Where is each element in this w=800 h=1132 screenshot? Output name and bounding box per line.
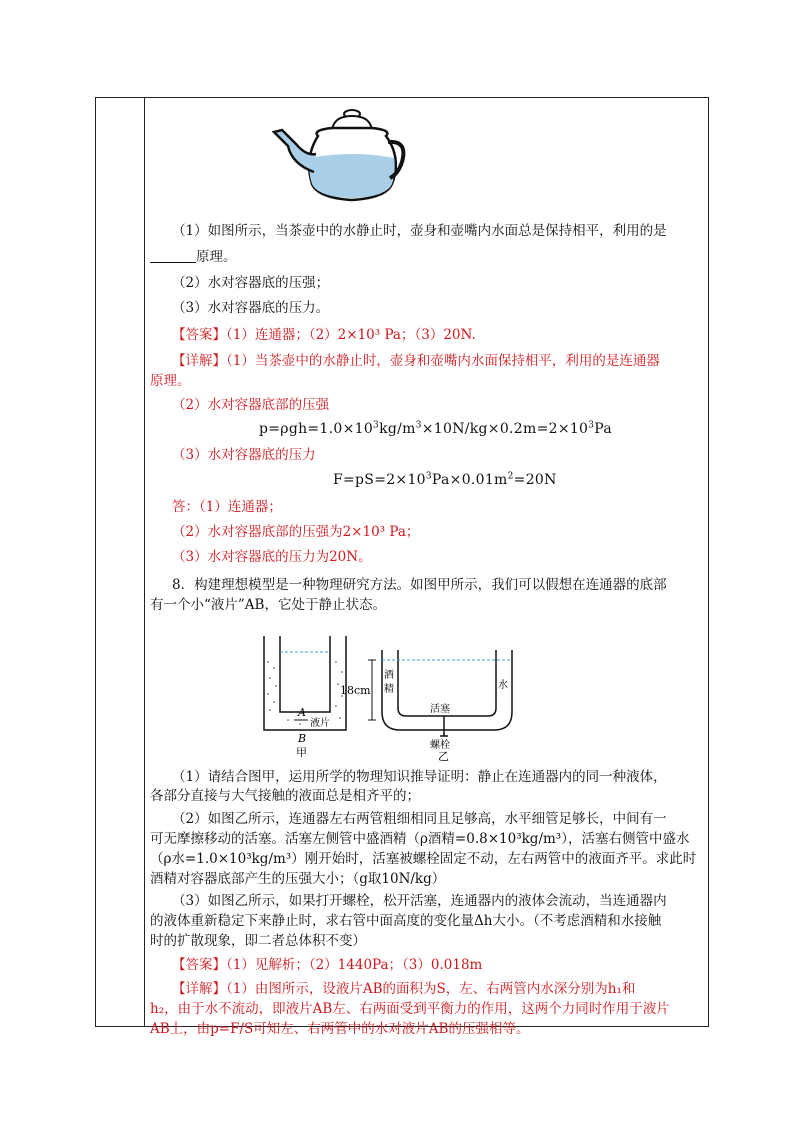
q7-part1-tail: 原理。 (196, 249, 237, 265)
q8-part2-line2: 可无摩擦移动的活塞。活塞左侧管中盛酒精（ρ酒精=0.8×10³kg/m³），活塞右侧管中盛水 (150, 831, 690, 847)
q8-part1-line1: （1）请结合图甲，运用所学的物理知识推导证明：静止在连通器内的同一种液体， (172, 769, 667, 785)
yi-label-shui: 水 (498, 680, 508, 691)
detail-label: 【详解】 (172, 353, 226, 369)
eq-part: ×10N/kg×0.2m=2×10 (421, 421, 589, 437)
q7-part1-line1 (172, 220, 667, 242)
yi-label-huosai: 活塞 (430, 704, 450, 715)
teapot-spout (274, 130, 316, 172)
detail-text: （1）当茶壶中的水静止时，壶身和壶嘴内水面保持相平，利用的是连通器 (226, 353, 660, 369)
jia-label-yepian: 液片 (310, 718, 330, 729)
yi-label-jiujing-1: 酒 (384, 670, 394, 681)
q7-conclusion-2: （2）水对容器底部的压强为2×10³ Pa； (172, 524, 420, 540)
q7-conclusion-1: 答：（1）连通器； (172, 499, 282, 515)
q8-part2-line1: （2）如图乙所示，连通器左右两管粗细相同且足够高，水平细管足够长，中间有一 (172, 811, 667, 827)
q8-part1-line2: 各部分直接与大气接触的液面总是相齐平的； (150, 788, 420, 804)
q7-part1-line2 (150, 246, 237, 268)
eq-part: kg/m (379, 421, 416, 437)
q8-part3-line2: 的液体重新稳定下来静止时，求右管中面高度的变化量Δh大小。（不考虑酒精和水接触 (150, 913, 662, 929)
eq-sup: 3 (415, 420, 422, 431)
eq-part: Pa×0.01m (431, 472, 508, 488)
q7-detail-line1 (172, 350, 660, 372)
answer-label: 【答案】 (172, 327, 226, 343)
q7-detail-3: （3）水对容器底的压力 (172, 447, 316, 463)
yi-label-yi: 乙 (438, 750, 449, 762)
q8-detail-line1 (172, 978, 635, 1000)
yi-outer-wall (382, 650, 512, 730)
eq-sup: 3 (373, 420, 380, 431)
q8-part2-line3: （ρ水=1.0×10³kg/m³）刚开始时，活塞被螺栓固定不动，左右两管中的液面齐平。求此时 (150, 851, 697, 867)
figure-yi (340, 640, 522, 762)
eq-part: p=ρgh=1.0×10 (259, 421, 374, 437)
q7-detail-2: （2）水对容器底部的压强 (172, 397, 330, 413)
q7-detail-line2: 原理。 (150, 373, 191, 389)
fill-blank (150, 248, 196, 263)
q8-detail-line2: h₂，由于水不流动，即液片AB左、右两面受到平衡力的作用，这两个力同时作用于液片 (150, 1001, 670, 1017)
teapot-illustration (262, 106, 406, 204)
q8-intro-line1: 8．构建理想模型是一种物理研究方法。如图甲所示，我们可以假想在连通器的底部 (172, 577, 667, 593)
column-divider (144, 98, 145, 1026)
eq-part: Pa (594, 421, 613, 437)
q7-part2: （2）水对容器底的压强； (172, 275, 330, 291)
q8-intro-line2: 有一个小“液片”AB，它处于静止状态。 (150, 597, 386, 613)
jia-label-b: B (298, 732, 307, 745)
q8-part2-line4: 酒精对容器底部产生的压强大小；（g取10N/kg） (150, 871, 446, 887)
eq-sup: 3 (588, 420, 595, 431)
q8-part3-line3: 时的扩散现象，即二者总体积不变） (150, 933, 366, 949)
q7-conclusion-3: （3）水对容器底的压力为20N。 (172, 549, 372, 565)
jia-label-jia: 甲 (296, 746, 307, 758)
yi-label-luoshuan: 螺栓 (430, 740, 450, 751)
q8-answer (172, 954, 482, 976)
detail-text: （1）由图所示，设液片AB的面积为S，左、右两管内水深分别为h₁和 (226, 981, 636, 997)
q7-part3: （3）水对容器底的压力。 (172, 300, 330, 316)
teapot-water (309, 154, 394, 198)
detail-label: 【详解】 (172, 981, 226, 997)
q7-answer (172, 324, 476, 346)
yi-label-jiujing-2: 精 (384, 684, 394, 695)
eq-part: F=pS=2×10 (333, 472, 426, 488)
q7-part1-text: （1）如图所示，当茶壶中的水静止时，壶身和壶嘴内水面总是保持相平，利用的是 (172, 223, 667, 239)
eq-sup: 3 (425, 471, 432, 482)
q8-detail-line3: AB上，由p=F/S可知左、右两管中的水对液片AB的压强相等。 (150, 1021, 530, 1037)
answer-text: （1）见解析；（2）1440Pa；（3）0.018m (226, 957, 483, 973)
answer-text: （1）连通器；（2）2×10³ Pa；（3）20N. (226, 327, 476, 343)
yi-label-18cm: 18cm (340, 684, 371, 697)
q7-equation-2 (333, 469, 557, 491)
eq-part: =20N (513, 472, 557, 488)
jia-inner-wall (280, 636, 330, 712)
jia-label-a: A (298, 706, 306, 719)
answer-label: 【答案】 (172, 957, 226, 973)
q7-equation-1 (259, 418, 612, 440)
q8-part3-line1: （3）如图乙所示，如果打开螺栓，松开活塞，连通器内的液体会流动，当连通器内 (172, 893, 667, 909)
eq-sup: 2 (507, 471, 514, 482)
